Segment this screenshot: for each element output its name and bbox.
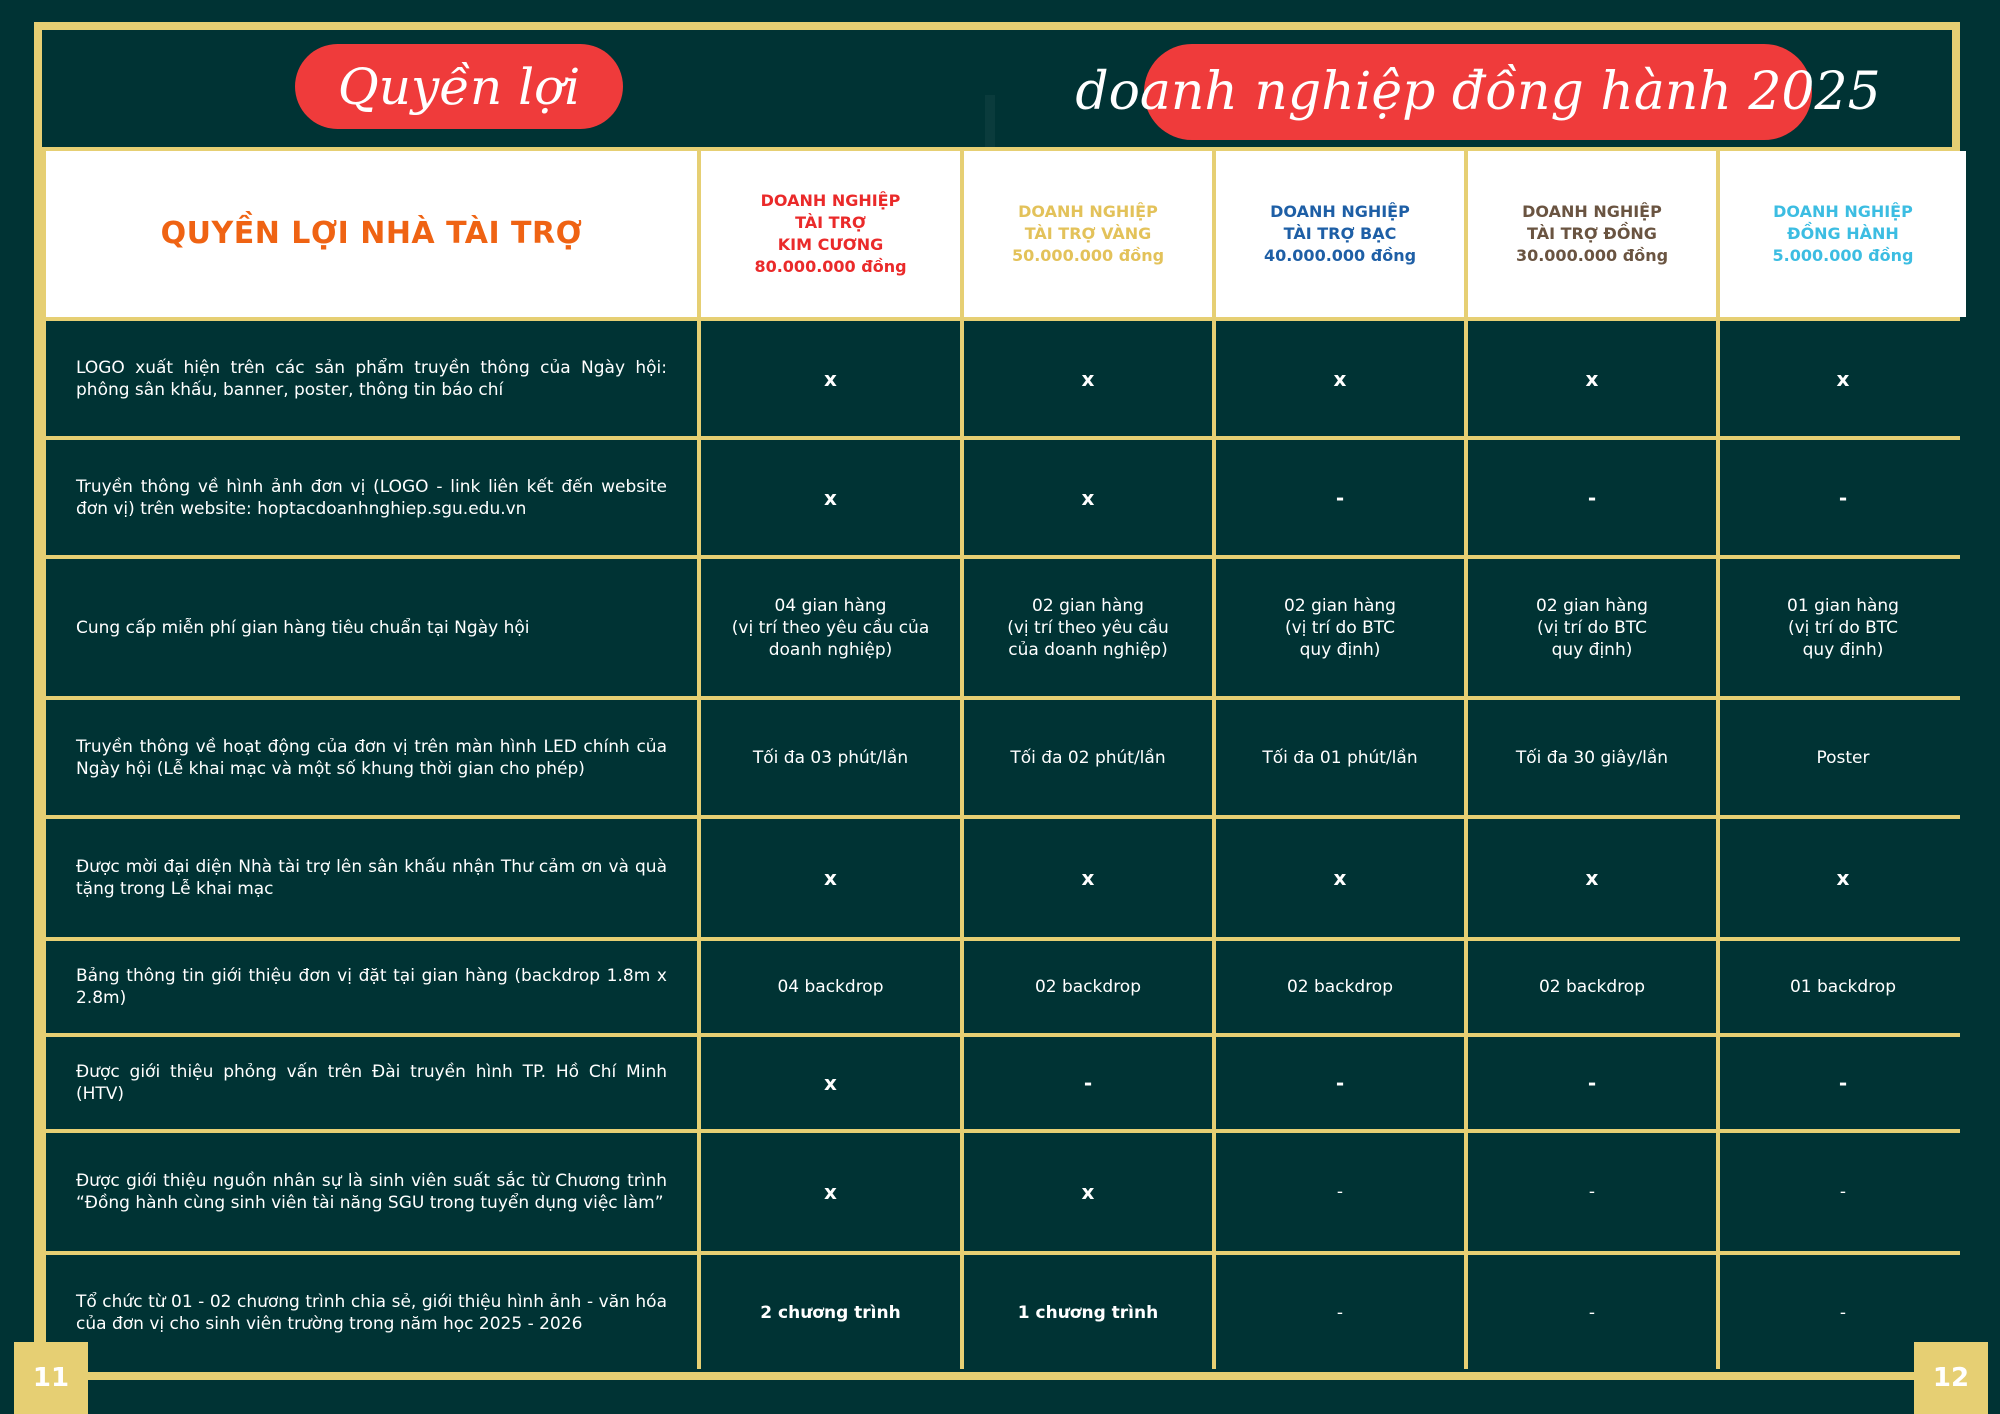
value-text: Tối đa 03 phút/lần: [752, 747, 909, 768]
value-text: x: [824, 485, 837, 510]
value-text: 02 backdrop: [1286, 977, 1394, 997]
value-cell: [701, 819, 960, 937]
value-cell: [1216, 321, 1464, 436]
value-cell: [1468, 321, 1716, 436]
benefit-text: Bảng thông tin giới thiệu đơn vị đặt tại gian hàng (backdrop 1.8m x 2.8m): [76, 966, 667, 1008]
value-text: -: [1335, 1071, 1345, 1095]
benefit-text: Tổ chức từ 01 - 02 chương trình chia sẻ, giới thiệu hình ảnh - văn hóa của đơn vị cho sinh viên trường trong năm học 2025 - 2026: [76, 1292, 667, 1334]
value-text: x: [824, 1071, 837, 1095]
benefit-cell: [46, 700, 697, 815]
value-cell: [1720, 941, 1966, 1033]
value-cell: [1468, 1037, 1716, 1129]
value-cell: [1720, 700, 1966, 815]
header-benefit-title: QUYỀN LỢI NHÀ TÀI TRỢ: [160, 216, 583, 251]
value-cell: [701, 1133, 960, 1251]
value-cell: [964, 1255, 1212, 1371]
value-cell: [964, 1133, 1212, 1251]
value-text: -: [1336, 1182, 1344, 1202]
header-tier-label: DOANH NGHIỆP ĐỒNG HÀNH 5.000.000 đồng: [1772, 202, 1914, 265]
value-cell: [964, 440, 1212, 555]
value-cell: [701, 1037, 960, 1129]
value-text: 04 gian hàng (vị trí theo yêu cầu của doanh nghiệp): [731, 595, 930, 660]
title-left-pill: Quyền lợi: [295, 44, 623, 129]
value-text: x: [1585, 366, 1599, 391]
value-cell: [1720, 440, 1966, 555]
benefits-table: [42, 147, 1954, 1369]
value-cell: [1216, 440, 1464, 555]
value-text: -: [1335, 485, 1345, 510]
value-text: 1 chương trình: [1017, 1303, 1159, 1323]
header-tier-silver: [1216, 151, 1464, 317]
value-cell: [964, 700, 1212, 815]
benefit-text: LOGO xuất hiện trên các sản phẩm truyền thông của Ngày hội: phông sân khấu, banner, poster, thông tin báo chí: [76, 357, 667, 400]
benefit-cell: [46, 941, 697, 1033]
value-cell: [1468, 1255, 1716, 1371]
benefit-text: Truyền thông về hình ảnh đơn vị (LOGO - link liên kết đến website đơn vị) trên website: hoptacdoanhnghiep.sgu.edu.vn: [76, 476, 667, 519]
benefit-cell: [46, 1037, 697, 1129]
value-text: 02 backdrop: [1538, 977, 1646, 997]
header-tier-label: DOANH NGHIỆP TÀI TRỢ ĐỒNG 30.000.000 đồng: [1515, 202, 1669, 265]
value-text: Tối đa 02 phút/lần: [1010, 747, 1166, 768]
value-text: 2 chương trình: [760, 1303, 901, 1323]
value-text: x: [824, 366, 837, 391]
header-tier-bronze: [1468, 151, 1716, 317]
value-text: x: [1836, 366, 1850, 391]
value-text: x: [1333, 866, 1347, 890]
value-cell: [1216, 700, 1464, 815]
page-number-right: 12: [1914, 1342, 1988, 1414]
value-cell: [1720, 559, 1966, 696]
value-cell: [964, 941, 1212, 1033]
value-cell: [1216, 1037, 1464, 1129]
value-text: x: [1081, 366, 1095, 391]
benefit-cell: [46, 1133, 697, 1251]
value-cell: [1468, 819, 1716, 937]
value-text: -: [1336, 1303, 1344, 1323]
value-text: -: [1839, 1182, 1847, 1202]
value-text: x: [1081, 1180, 1095, 1204]
value-text: x: [824, 866, 837, 890]
value-cell: [1720, 1037, 1966, 1129]
value-text: 02 gian hàng (vị trí do BTC quy định): [1284, 595, 1396, 660]
benefit-text: Truyền thông về hoạt động của đơn vị trên màn hình LED chính của Ngày hội (Lễ khai mạc và một số khung thời gian cho phép): [76, 736, 667, 779]
value-text: -: [1587, 1071, 1597, 1095]
benefit-text: Cung cấp miễn phí gian hàng tiêu chuẩn tại Ngày hội: [76, 617, 530, 638]
value-text: Tối đa 30 giây/lần: [1515, 747, 1669, 768]
benefit-cell: [46, 559, 697, 696]
value-cell: [1216, 941, 1464, 1033]
value-text: 04 backdrop: [777, 977, 884, 997]
header-tier-label: DOANH NGHIỆP TÀI TRỢ KIM CƯƠNG 80.000.000 đồng: [754, 191, 907, 276]
value-text: Tối đa 01 phút/lần: [1262, 747, 1418, 768]
value-cell: [964, 819, 1212, 937]
value-cell: [1216, 819, 1464, 937]
value-cell: [1720, 1133, 1966, 1251]
value-cell: [701, 559, 960, 696]
value-cell: [964, 321, 1212, 436]
value-cell: [701, 1255, 960, 1371]
value-text: -: [1838, 485, 1848, 510]
page-number-left: 11: [14, 1342, 88, 1414]
value-text: -: [1083, 1071, 1093, 1095]
header-tier-partner: [1720, 151, 1966, 317]
value-text: 02 gian hàng (vị trí do BTC quy định): [1536, 595, 1648, 660]
value-text: -: [1588, 1182, 1596, 1202]
value-cell: [964, 559, 1212, 696]
value-cell: [701, 941, 960, 1033]
value-text: 01 backdrop: [1789, 977, 1897, 997]
header-tier-diamond: [701, 151, 960, 317]
value-text: x: [1585, 866, 1599, 890]
value-cell: [701, 321, 960, 436]
value-cell: [1216, 559, 1464, 696]
value-text: x: [1333, 366, 1347, 391]
benefit-text: Được giới thiệu phỏng vấn trên Đài truyền hình TP. Hồ Chí Minh (HTV): [76, 1062, 667, 1104]
value-cell: [1468, 1133, 1716, 1251]
benefit-cell: [46, 819, 697, 937]
value-text: -: [1839, 1303, 1847, 1323]
value-cell: [1468, 700, 1716, 815]
header-tier-label: DOANH NGHIỆP TÀI TRỢ VÀNG 50.000.000 đồng: [1011, 202, 1165, 265]
value-cell: [1468, 559, 1716, 696]
value-text: -: [1838, 1071, 1848, 1095]
value-cell: [1720, 819, 1966, 937]
benefit-text: Được giới thiệu nguồn nhân sự là sinh viên suất sắc từ Chương trình “Đồng hành cùng sinh viên tài năng SGU trong tuyển dụng việc làm”: [76, 1171, 667, 1213]
value-cell: [1720, 321, 1966, 436]
value-text: 02 backdrop: [1034, 977, 1142, 997]
value-text: -: [1587, 485, 1597, 510]
value-text: x: [1081, 485, 1095, 510]
benefit-cell: [46, 321, 697, 436]
value-text: 02 gian hàng (vị trí theo yêu cầu của doanh nghiệp): [1007, 595, 1169, 660]
value-cell: [1468, 440, 1716, 555]
value-cell: [1216, 1255, 1464, 1371]
value-cell: [701, 440, 960, 555]
value-text: Poster: [1816, 747, 1870, 768]
value-text: x: [1081, 866, 1095, 890]
header-tier-gold: [964, 151, 1212, 317]
value-cell: [1468, 941, 1716, 1033]
benefit-cell: [46, 1255, 697, 1371]
benefit-cell: [46, 440, 697, 555]
title-right-pill: doanh nghiệp đồng hành 2025: [1144, 44, 1812, 140]
value-text: -: [1588, 1303, 1596, 1323]
value-text: x: [1836, 866, 1850, 890]
value-text: x: [824, 1180, 837, 1204]
value-cell: [964, 1037, 1212, 1129]
value-text: 01 gian hàng (vị trí do BTC quy định): [1787, 595, 1899, 660]
benefit-text: Được mời đại diện Nhà tài trợ lên sân khấu nhận Thư cảm ơn và quà tặng trong Lễ khai mạc: [76, 857, 667, 899]
header-benefit-col: [46, 151, 697, 317]
value-cell: [1216, 1133, 1464, 1251]
header-tier-label: DOANH NGHIỆP TÀI TRỢ BẠC 40.000.000 đồng: [1263, 202, 1417, 265]
value-cell: [701, 700, 960, 815]
